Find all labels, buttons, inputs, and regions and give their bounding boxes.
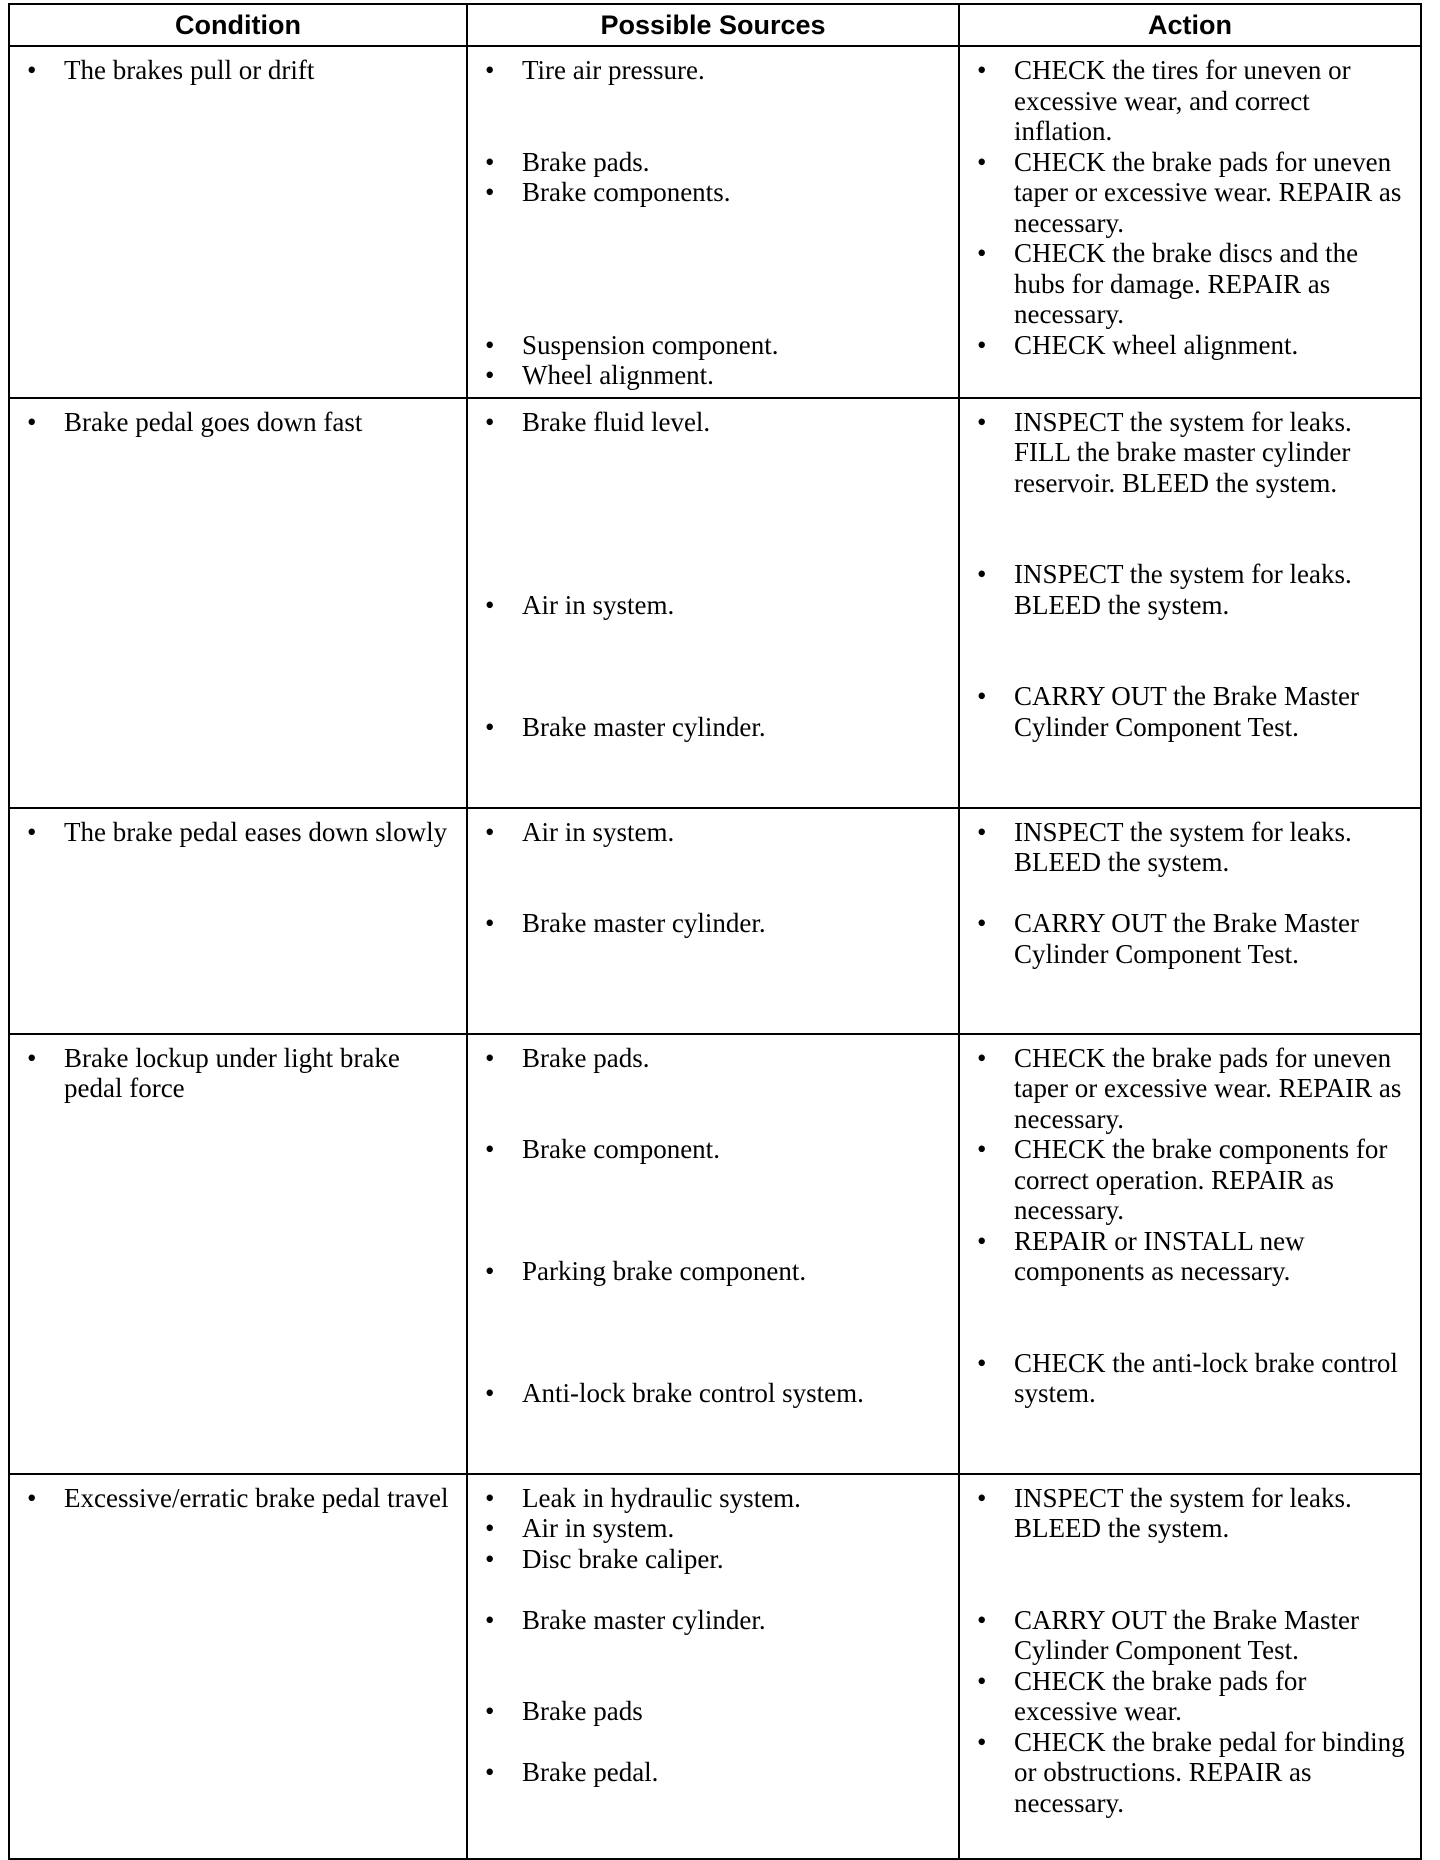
action-cell [959,1474,1421,1859]
action-cell [959,808,1421,1034]
source-item: • Brake fluid level. [476,407,950,438]
action-item: • INSPECT the system for leaks. BLEED the system. [968,817,1412,878]
source-item: • Parking brake component. [476,1256,950,1287]
action-item: • CHECK the anti-lock brake control system. [968,1348,1412,1409]
condition-cell [9,1474,467,1859]
diagnosis-table [8,3,1422,1860]
action-item: • CARRY OUT the Brake Master Cylinder Component Test. [968,908,1412,969]
source-item: • Wheel alignment. [476,360,950,391]
source-item: • Brake component. [476,1134,950,1165]
table-row [9,46,1421,398]
table-row [9,398,1421,808]
source-item: • Leak in hydraulic system. [476,1483,950,1514]
action-item: • CHECK the brake pads for uneven taper or excessive wear. REPAIR as necessary. [968,1043,1412,1135]
table-row [9,1034,1421,1474]
action-cell [959,1034,1421,1474]
sources-cell [467,808,959,1034]
sources-cell [467,1474,959,1859]
source-item: • Anti-lock brake control system. [476,1378,950,1409]
condition-cell [9,398,467,808]
sources-cell [467,46,959,398]
action-item: • CHECK wheel alignment. [968,330,1412,361]
header-row [9,4,1421,46]
source-item: • Suspension component. [476,330,950,361]
source-item: • Air in system. [476,590,950,621]
condition-cell [9,46,467,398]
action-item: • CHECK the brake pads for excessive wear. [968,1666,1412,1727]
action-item: • CARRY OUT the Brake Master Cylinder Component Test. [968,681,1412,742]
source-item: • Air in system. [476,817,950,848]
action-item: • CHECK the brake pedal for binding or obstructions. REPAIR as necessary. [968,1727,1412,1819]
header-action: Action [959,4,1421,46]
action-cell [959,46,1421,398]
source-item: • Brake pads. [476,1043,950,1074]
source-item: • Brake master cylinder. [476,908,950,939]
source-item: • Brake components. [476,177,950,208]
action-cell [959,398,1421,808]
condition-text: • Brake lockup under light brake pedal force [18,1043,458,1104]
sources-cell [467,1034,959,1474]
action-item: • REPAIR or INSTALL new components as necessary. [968,1226,1412,1287]
sources-cell [467,398,959,808]
condition-text: • The brake pedal eases down slowly [18,817,458,848]
condition-text: • Excessive/erratic brake pedal travel [18,1483,458,1514]
action-item: • CHECK the brake discs and the hubs for damage. REPAIR as necessary. [968,238,1412,330]
condition-text: • The brakes pull or drift [18,55,458,86]
header-possible-sources: Possible Sources [467,4,959,46]
source-item: • Disc brake caliper. [476,1544,950,1575]
source-item: • Air in system. [476,1513,950,1544]
source-item: • Tire air pressure. [476,55,950,86]
table-row [9,808,1421,1034]
action-item: • INSPECT the system for leaks. BLEED the system. [968,1483,1412,1544]
action-item: • CHECK the tires for uneven or excessive wear, and correct inflation. [968,55,1412,147]
condition-cell [9,808,467,1034]
action-item: • CHECK the brake pads for uneven taper or excessive wear. REPAIR as necessary. [968,147,1412,239]
action-item: • CARRY OUT the Brake Master Cylinder Component Test. [968,1605,1412,1666]
source-item: • Brake master cylinder. [476,1605,950,1636]
action-item: • INSPECT the system for leaks. BLEED the system. [968,559,1412,620]
condition-cell [9,1034,467,1474]
source-item: • Brake pads. [476,147,950,178]
action-item: • CHECK the brake components for correct operation. REPAIR as necessary. [968,1134,1412,1226]
condition-text: • Brake pedal goes down fast [18,407,458,438]
header-condition: Condition [9,4,467,46]
source-item: • Brake pedal. [476,1757,950,1788]
source-item: • Brake pads [476,1696,950,1727]
table-row [9,1474,1421,1859]
action-item: • INSPECT the system for leaks. FILL the brake master cylinder reservoir. BLEED the system. [968,407,1412,499]
source-item: • Brake master cylinder. [476,712,950,743]
